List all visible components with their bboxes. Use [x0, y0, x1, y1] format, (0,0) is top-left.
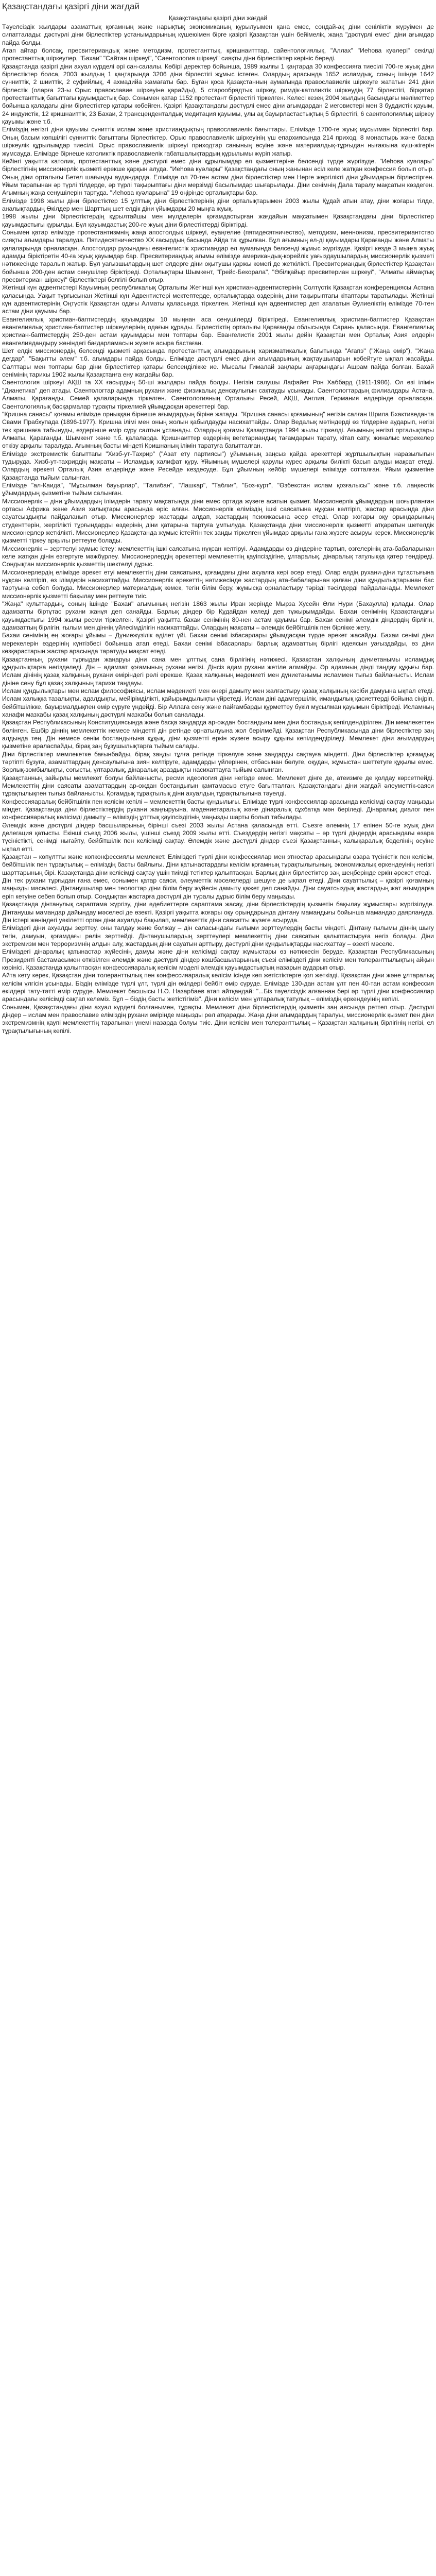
paragraph: Айта кету керек, Қазақстан діни толеранттылық пен конфессияаралық келісім ісінде көп жетістіктерге қол жеткізді. Қазақстан діни және ұлтаралық келісім үлгісін ұсынады. Біздің елімізде түрлі ұлт, түрлі дін өкілдері бейбіт өмір сүруде. Елімізде 130-дан астам ұлт пен 40-тан астам конфессия өкілдері тату-тәтті өмір сүруде. Мемлекет басшысы Н.Ә. Назарбаев атап айтқандай: "...Біз тәуелсіздік алғаннан бері әр түрлі діни конфессиялар арасындағы келісімді сақтап келеміз. Бұл – біздің басты жетістігіміз". Діни келісім мен ұлтаралық татулық – еліміздің өркендеуінің кепілі.	[2, 972, 434, 1003]
paragraph: Миссионерлік – зерттелуі жұмыс істеу: мемлекеттің ішкі саясатына нұқсан келтіруі. Адамдарды өз діндеріне тартып, өзгелерінің ата-бабаларынан келе жатқан дінін өзгертуге мәжбүрлеу. Миссионерлердің әрекеттері мемлекеттің қауіпсіздігіне, ұлтаралық, дінаралық татулыққа қатер төндіреді. Сондықтан миссионерлік қызметтің шектелуі дұрыс.	[2, 545, 434, 568]
article-body	[2, 23, 434, 1035]
paragraph: Еліміздегі дінаралық қатынастар жүйесінің дамуы және діни келісімді сақтау жұмыстары өз нәтижесін беруде. Қазақстан Республикасының Президенті бастамасымен өткізілген әлемдік және дәстүрлі діндер көшбасшыларының съезі еліміздегі діни келісім мен толеранттылықтың айқын көрінісі. Қазақстанда қалыптасқан конфессияаралық келісім моделі әлемдік қауымдастықтың назарын аударып отыр.	[2, 948, 434, 971]
document-page	[0, 0, 436, 1035]
paragraph: Қазақстан – көпұлтты және көпконфессиялы мемлекет. Еліміздегі түрлі діни конфессиялар мен этностар арасындағы өзара түсіністік пен келісім, бейбітшілік пен тұрақтылық – еліміздің басты байлығы. Діни қатынастардағы келісім қоғамның тұрақтылығының, экономикалық өркендеуінің негізгі шарттарының бірі. Қазақстанда діни келісімді сақтау үшін тиімді тетіктер қалыптасқан. Барлық діни бірлестіктер заң шеңберінде еркін әрекет етеді.	[2, 853, 434, 876]
paragraph: Сонымен, Қазақстандағы діни ахуал күрделі болғанымен, тұрақты. Мемлекет діни бірлестіктердің қызметін заң аясында реттеп отыр. Дәстүрлі діндер – ислам мен православие еліміздің рухани өмірінде маңызды рөл атқарады. Жаңа діни ағымдардың таралуы, миссионерлік қызмет пен діни экстремизмнің қаупі мемлекеттің тарапынан үнемі назарда болуы тиіс. Діни келісім мен толеранттылық – Қазақстан халқының бірлігінің негізі, ел тұрақтылығының кепілі.	[2, 1003, 434, 1035]
paragraph: Елімізде экстремистік бағыттағы "Хизб-ут-Тахрир" ("Азат ету партиясы") ұйымының заңсыз қайда әрекеттері жұртшылықтың наразылығын тудыруда. Хизб-ут-тахрирдің мақсаты – Исламдық халифат құру. Ұйымның мүшелері қарулы күрес арқылы билікті басып алуды мақсат етеді. Олардың әрекеті Орталық Азия елдерінде және Ресейде кездесуде. Бұл ұйымның кейбір мүшелері елімізде сотталған. Ұйым қызметіне Қазақстанда тыйым салынған.	[2, 450, 434, 481]
paragraph: Кейінгі уақытта католик, протестанттық және дәстүрлі емес діни құрылымдар ел қызметтеріне белсенді түрде жүргізуде. "Иеһова куәлары" бірлестігінің миссионерлік қызметі ерекше қарқын алуда. "Иеһова куәлары" Қазақстандағы оның жанынан әсіл келе жатқан конфессия болып отыр. Оның діни орталығы Бетел шағынды аудандарда. Елімізде ол 70-тен астам діни бірлестіктер мен Нерге жергілікті діни ұйымдарын бірлестірген. Ұйым тарапынан әр түрлі тілдерде, әр түрлі тақырыптағы діни мерзімді басылымдар шығарылады. Діни сенімнің Дала таралу мақсатын көздеген. Ағымның жаңа сенушілерін тартуда. "Иеһова куәларына" 19 өңірінде орталықтары бар.	[2, 157, 434, 197]
page-title: Қазақстандағы қазіргі діни жағдай	[2, 2, 139, 11]
paragraph: Елімізде 1998 жылы діни бірлестіктер 15 ұлттық діни бірлестіктерінің діни орталықтарымен 2003 жылы Құдай атын атау, діни жоғары тілде, аналықтардың Өкілдер мен Шарттың шет елдік діни ұйымдары 20 мыңға жуық.	[2, 197, 434, 212]
paragraph: Ислам құндылықтары мен ислам философиясы, ислам мәдениеті мен өнері дамыту мен жалғастыру қазақ халқының кәсіби дамуына ықпал етеді. Ислам халыққа тазалықты, адалдықты, мейірімділікті, қайырымдылықты үйретеді. Ислам діні адамгершілік, имандылық қасиеттерді бойына сіңіріп, бейбітшілікке, бауырмалдықпен өмір сүруге үндейді. Бір Аллаға сену және пайғамбарды құрметтеу бүкіл мұсылман қауымын біріктіреді. Исламның ханафи мазхабы қазақ халқының дәстүрлі мазхабы болып саналады.	[2, 687, 434, 718]
paragraph: Саентология шіркеуі АҚШ та ХХ ғасырдың 50-ші жылдары пайда болды. Негізін салушы Лафайет Рон Хаббард (1911-1986). Ол өзі ілімін "Дианетика" деп атады. Саентологтар адамның рухани және физикалық денсаулығын сақтауды ұсынады. Саентологтардың филиалдары Астана, Алматы, Қарағанды, Семей қалаларында тіркелген. Саентологияның Орталығы Ресей, АҚШ, Англия, Германия елдерінде орналасқан. Саентологиялық басқармалар тұрақты тіркелмей ұйымдасқан әрекеттері бар.	[2, 379, 434, 410]
paragraph: "Жаңа" культтардың, соның ішінде "Бахаи" ағымының негізін 1863 жылы Иран жерінде Мырза Хусейн Әли Нури (Бахаулла) қалады. Олар адамзатты біртұтас рухани жанұя деп санайды. Барлық діндер бір Құдайдан келеді деп тұжырымдайды. Бахаи сенімінің Қазақстандағы қауымдастығы 1994 жылы ресми тіркелген. Қазіргі уақытта бахаи сенімінің 80-нен астам қауымы бар. Бахаи сенімі әлемдік діндердің бірлігін, адамзаттың бірлігін, ғылым мен діннің үйлесімділігін насихаттайды. Олардың мақсаты – әлемдік бейбітшілік пен бірлікке жету.	[2, 600, 434, 632]
paragraph: Миссионерлердің елімізде әрекет етуі мемлекеттің діни саясатына, қоғамдағы діни ахуалға кері әсер етеді. Олар елдің рухани-діни тұтастығына нұқсан келтіріп, өз ілімдерін насихаттайды. Миссионерлік әрекеттің нәтижесінде жастардың ата-бабаларынан қалған діни құндылықтарынан бас тартуына себеп болуда. Миссионерлер материалдық көмек, тегін білім беру, жұмысқа орналастыру тәрізді тәсілдерді пайдаланады. Мемлекет миссионерлік қызметті бақылау мен реттеуге тиіс.	[2, 568, 434, 600]
paragraph: Қазақстанда дінтанулық сараптама жүргізу, діни әдебиеттерге сараптама жасау, діни бірлестіктердің қызметін бақылау жұмыстары жүргізілуде. Дінтанушы мамандар дайындау мәселесі де өзекті. Қазіргі уақытта жоғары оқу орындарында дінтану мамандығы бойынша мамандар даярлануда. Дін істері жөніндегі уәкілетті орган діни ахуалды бақылап, мемлекеттік діни саясатты жүзеге асыруда.	[2, 901, 434, 924]
paragraph: Қазақстанның рухани тұрғыдан жаңаруы діни сана мен ұлттық сана бірлігінің нәтижесі. Қазақстан халқының дүниетанымы исламдық құндылықтарға негізделеді. Дін – адамзат қоғамының рухани негізі. Дінсіз адам рухани жетіле алмайды. Әр адамның дінді таңдау құқығы бар. Ислам дінінің қазақ халқының рухани өміріндегі рөлі ерекше. Қазақ халқының мәдениеті мен дүниетанымы исламмен тығыз байланысты. Ислам дініне сену бұл қазақ халқының тарихи таңдауы.	[2, 655, 434, 687]
paragraph: Тәуелсіздік жылдары азаматтық қоғамның және нарықтық экономиканың құрылуымен қана емес, сондай-ақ діни сеніліктік жүруімен де сипатталады: дәстүрлі діни бірлестіктер ұстанымдарының күшеюімен бірге қазіргі Қазақстан үшін бейімелік, жаңа "дәстүрлі емес" діни ағымдар пайда болды.	[2, 23, 434, 46]
document-subtitle: Қазақстандағы қазіргі діни жағдай	[168, 14, 268, 22]
paragraph: Дін тек рухани тұрғыдан ғана емес, сонымен қатар саяси, әлеуметтік мәселелерді шешуге де ықпал етеді. Діни сауаттылық – қазіргі қоғамның маңызды мәселесі. Дінтанушылар мен теологтар діни білім беру жүйесін дамыту қажет деп санайды. Діни сауатсыздық жастардың жат ағымдарға еріп кетуіне себеп болып отыр. Сондықтан жастарға дәстүрлі дін туралы дұрыс білім беру маңызды.	[2, 877, 434, 900]
paragraph: Әлемдік және дәстүрлі діндер басшыларының бірінші съезі 2003 жылы Астана қаласында өтті. Съезге әлемнің 17 елінен 50-ге жуық діни делегация қатысты. Екінші съезд 2006 жылы, үшінші съезд 2009 жылы өтті. Съездердің негізгі мақсаты – әр түрлі діндердің арасындағы өзара түсіністікті, сенімді нығайту, бейбітшілік пен келісімді сақтау. Әлемдік және дәстүрлі діндер съезі Қазақстанның халықаралық беделінің өсуіне ықпал етті.	[2, 821, 434, 853]
paragraph: Евангелиялық христиан-баптистердің қауымдары 10 мыңнан аса сенушілерді біріктіреді. Евангелиялық христиан-баптистер Қазақстан евангелиялық христиан-баптистер шіркеулерінің одағын құрады. Бірлестіктің орталығы Қарағанды облысында Сарань қаласында. Евангелиялық христиан-баптистердің 250-ден астам қауымдары мен топтары бар. Евангелистік 2001 жылы дейін Қазақстан мен Орталық Азия елдерін евангелиядандыру жөніндегі бағдарламасын жүзеге асыра бастаған.	[2, 315, 434, 347]
paragraph: 1998 жылы діни бірлестіктердің құрылтайшы мен мүлделерін қоғамдастырған жағдайын мақсатымен Қазақстандағы діни бірлестіктер қауымдастығы құрылды. Бұл қауымдастық 200-ге жуық діни бірлестіктерді біріктірді.	[2, 213, 434, 228]
paragraph: Еліміздің негізгі діни қауымы сүниттік ислам және христиандықтың православиелік бағыттары. Елімізде 1700-ге жуық мұсылман бірлестігі бар. Оның басым көпшілігі сүнниттік бағыттағы бірлестіктер. Орыс православиелік шіркеуінің үш епархиясында 214 приход, 8 монастырь және басқа шіркеулік құрылымдар тиесілі. Орыс православиелік шіркеуі приходтар санының өсуіне және материалдық-тұрғыдан нығаюына күш-жігерін жұмсауда. Елімізде бірнеше католиктік православиелік габатшалықтардың құрылымы жүріп жатыр.	[2, 126, 434, 157]
paragraph: Жетінші күн адвентистері Кауымның республикалық Орталығы Жетінші күн христиан-адвентистерінің Солтүстік Қазақстан конференциясы Астана қаласында. Уақыт тұрғысынан Жетінші күн Адвентистері мектептерде, орталықтарда өздерінің діни тақырыптағы кітаптары таратылады. Жетінші күн адвентистерінің Оңтүстік Қазақстан одағы Алматы қаласында тіркелген. Жетінші күн адвентистер деп аталатын Әулиеліктің елімізде 70-тен астам діни қауымы бар.	[2, 284, 434, 315]
paragraph: "Кришна санасы" қоғамы елімізде орныққан бірнеше ағымдардың біріне жатады. "Кришна санасы қоғамының" негізін салған Шрила Бхактиведанта Свами Прабхупада (1896-1977). Кришна ілімі мен оның жолын қабылдауды насихаттайды. Олар Ведалық мәтіндерді өз тілдеріне аударып, негізі тек кришнаға табынуды, өздерінше өмір сүру салтын ұстанады. Олардың қоғамы Қазақстанда 1994 жылы тіркелді. Ағымның негізгі орталықтары Алматы, Қарағанды, Шымкент және т.б. қалаларда. Кришнаиттер өздерінің вегетариандық тағамдарын тарату, кітап сату, жиналыс мерекелер өткізу арқылы таралуда. Ағымның басты міндеті Кришнаның ілімін таратуға бағытталған.	[2, 410, 434, 450]
paragraph: Конфессияаралық бейбітшілік пен келісім кепілі – мемлекеттің басты құндылығы. Елімізде түрлі конфессиялар арасында келісімді сақтау маңызды міндет. Қазақстанда діни бірлестіктердің рухани жаңғыруына, мәдениетаралық және дінаралық сұхбатқа мән беріледі. Дінаралық диалог пен конфессияаралық келісімді дамыту – еліміздің ұлттық қауіпсіздігінің маңызды шарты болып табылады.	[2, 798, 434, 821]
paragraph: Елімізде "ал-Каида", "Мұсылман бауырлар", "Талибан", "Лашкар", "Таблиғ", "Боз-курт", "Өзбекстан ислам қозғалысы" және т.б. лаңкестік ұйымдардың қызметіне тыйым салынған.	[2, 481, 434, 497]
paragraph: Қазақстан Республикасының Конституциясында және басқа заңдарда ар-ождан бостандығы мен діни бостандық кепілдендірілген. Дін мемлекеттен бөлінген. Ешбір діннің мемлекеттік немесе міндетті дін ретінде орнатылуына жол берілмейді. Қазақстан Республикасында діни бірлестіктер заң алдында тең. Дін немесе сенім бостандығына құқық, діни қызметті еркін жүзеге асыру құқығы кепілдендіріледі. Мемлекет діни ағымдардың қызметіне араласпайды, бірақ заң бұзушылықтарға тыйым салады.	[2, 719, 434, 750]
paragraph: Діни бірлестіктер мемлекетке бағынбайды, бірақ заңды тұлға ретінде тіркелуге және заңдарды сақтауға міндетті. Діни бірлестіктер қоғамдық тәртіпті бұзуға, азаматтардың денсаулығына зиян келтіруге, адамдарды үйлерінен, отбасынан бөлуге, оқудан, жұмыстан шеттетуге құқылы емес. Зорлық-зомбылықты, соғысты, ұлтаралық, дінаралық араздықты насихаттауға тыйым салынған.	[2, 750, 434, 774]
paragraph: Сонымен қатар елімізде протестантизмнің жаңа апостолдық шіркеуі, еуаңгелие (пятидесятничество), методизм, меннонизм, пресвитериантство сияқты ағымдары таралуда. Пятидесятничество ХХ ғасырдың басында Айда та құрылған. Бұл ағымның ел-ді қауымдары Қарағанды және Алматы қалаларында орналасқан. Апостолдар рухындағы евангелистік христиандар ел аумағында белсенді жұмыс жүргізуде. Қазіргі кезде 3 мыңға жуық адамды біріктіретін 40-ға жуық қауымдар бар. Пресвитериандық ағымы елімізде американдық-корейлік уағыздаушылардың миссионерлік қызметі нәтижесінде таралып жатыр. Бұл уағызшылардың шет елдерге діни оқытушы қаржы көмегі де жеткілікті. Пресвитериандық бірлестіктер Қазақстан бойынша 200-ден астам сенушілер біріктіреді. Орталықтары Шымкент, "Грейс-Бекорала", "Әбілқайыр пресвитериан шіркеуі", "Алматы аймақтық пресвитериан шіркеуі" бірлестіктері белгілі болып отыр.	[2, 228, 434, 283]
paragraph: Шет елдік миссионердің белсенді қызметі арқасында протестанттық ағымдарының харизматикалық бағытында "Агапэ" ("Жаңа өмір"), "Жаңа дегдар", "Бақытты әлем" т.б. ағымдары пайда болды. Елімізде дәстүрлі емес діни ағымдарының жақтаушыларын көбейтуге ықпал жасайды. Салттары мен топтары бар діни бірлестіктер қатары белсенділікке ие. Мысалы Гималай заңлары аңғарындағы Ашрам пайда болған. Бахай сенімінің тарихы 1902 жылы Қазақстанға ену жағдайы бар.	[2, 347, 434, 379]
paragraph: Еліміздегі діни ахуалды зерттеу, оны талдау және болжау – дін саласындағы ғылыми зерттеулердің басты міндеті. Дінтану ғылымы діннің шығу тегін, дамуын, қоғамдағы рөлін зерттейді. Дінтанушылардың зерттеулері мемлекеттің діни саясатын қалыптастыруға негіз болады. Діни экстремизм мен терроризмнің алдын алу, жастардың діни сауатын арттыру, дәстүрлі діни құндылықтарды насихаттау – өзекті мәселе.	[2, 924, 434, 947]
paragraph: Қазақстанда қазіргі діни ахуал күрделі әрі сан-салалы. Көбірі деректер бойынша, 1989 жылғы 1 қаңтарда 30 конфессияға тиесілі 700-ге жуық діни бірлестіктер болса, 2003 жылдың 1 қаңтарында 3206 діни бірлестігі жұмыс істеген. Олардың арасында 1652 исламдық, соның ішінде 1642 сүнниттік, 2 шииттік, 2 суфийлық, 4 ахмадийа жамағаты бар. Бұған қоса Қазақстанның аумағында православиелік шіркеуге жататын 241 діни бірлестік (оларға 23-ы Орыс православие шіркеуіне қарайды), 5 старообрядтық шіркеу, римдік-католиктік шіркеудің 77 бірлестігі, бірқатар протестанттық бағыттағы қауымдастық бар. Сонымен қатар 1152 протестант бірлестігі тіркелген. Келесі кезең 2004 жылдың басындағы мәліметтер бойынша қаладағы діни бірлестіктер қатары көбейген. Қазіргі Қазақстандағы дәстүрлі емес діни ағымдардан 2 иеговистері мен 3 буддистік қауым, 24 индуистік, 12 кришнаиттік, 23 Бахаи, 2 трансценденталдық медитация қауымы, ұлы ақ бауырластастықтың 5 бірлестігі, 6 саентологиялық шіркеу қауымы жөне т.б.	[2, 62, 434, 126]
paragraph: Атап айтар болсақ, пресвитериандық және методизм, протестанттық, кришнаитттар, сайентологиялық, "Аллах" "Иеһова куәлері" секілді протестанттық шіркеулер, "Бахаи" "Сайтан шіркеуі", "Саентология шіркеуі" сияқты діни бірлестіктер көрініс береді.	[2, 47, 434, 62]
paragraph: Бахаи сенімінің ең жоғары ұйымы – Дүниежүзілік әділет үйі. Бахаи сенімі ізбасарлары ұйымдасқан түрде әрекет жасайды. Бахаи сенімі діни мерекелерін өздерінің күнтізбесі бойынша атап өтеді. Бахаи сенімі ізбасарлары барлық адамзаттың бірлігі идеясын уағыздайды, өз діни көзқарастарын жастар арасында таратуды мақсат етеді.	[2, 632, 434, 655]
paragraph: Миссионерлік – діни ұйымдардың ілімдерін тарату мақсатында діни емес ортада жүзеге асатын қызмет. Миссионерлік ұйымдардың шоғырланған ортасы Африка және Азия халықтары арасында өріс алған. Миссионерлік еліміздің ішкі саясатына нұқсан келтіріп, жастар арасында діни сауатсыздықты пайдаланып отыр. Миссионерлер жастарды алдап, жастардың психикасына әсер етеді. Олар жоғары оқу орындарының студенттерін, жергілікті тұрғындарды өздерінің діни қатарына тартуға ұмтылуда. Қазақстанда діни миссионерлік қызметті атқаратын шетелдік миссионерлер жеткілікті. Миссионерлер Қазақстанда жұмыс істейтін тек заңды тіркелген ұйымдар арқылы ғана жүзеге асыруы керек. Миссионерлік қызметті тіркеу арқылы реттеуге болады.	[2, 497, 434, 545]
paragraph: Қазақстанның зайырлы мемлекет болуы байланысты, ресми идеология діни негізде емес. Мемлекет дінге де, атеизмге де қолдау көрсетпейді. Мемлекеттің діни саясаты азаматтардың ар-ождан бостандығын қамтамасыз етуге бағытталған. Қазақстандағы діни жағдай әлеуметтік-саяси тұрақтылықпен тығыз байланысты. Қоғамдық тұрақтылық діни ахуалдың тұрақтылығына тәуелді.	[2, 774, 434, 798]
